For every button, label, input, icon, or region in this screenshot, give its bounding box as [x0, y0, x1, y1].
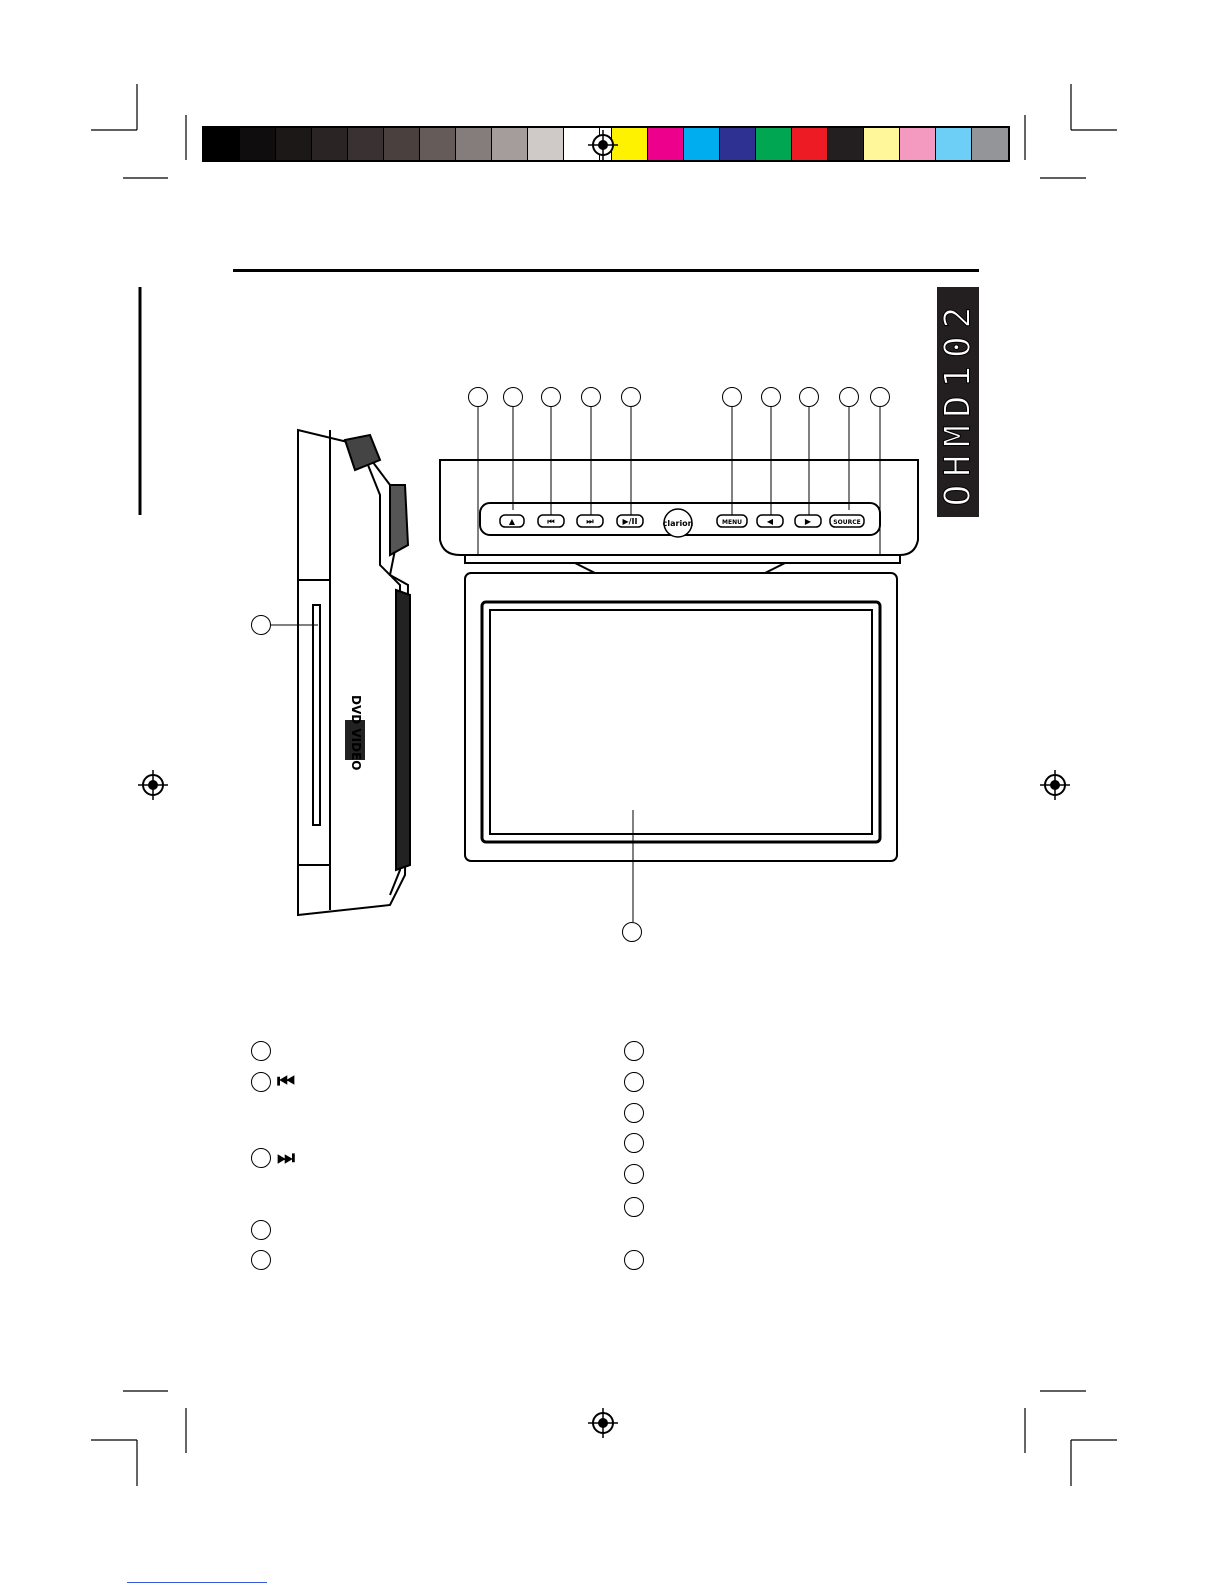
callout-marker: [541, 387, 561, 407]
legend-number-circle: [251, 1250, 271, 1270]
color-swatch: [240, 128, 276, 160]
color-swatch: [936, 128, 972, 160]
skip-forward-icon: ⏭: [277, 1147, 292, 1169]
legend-item: [624, 1164, 650, 1184]
color-swatch: [792, 128, 828, 160]
color-swatch: [972, 128, 1008, 160]
legend-item: [251, 1148, 292, 1168]
legend-item: [251, 1250, 277, 1270]
play-pause-button-label: ▶/II: [622, 517, 638, 526]
legend-number-circle: [251, 1220, 271, 1240]
color-swatch: [420, 128, 456, 160]
callout-marker: [621, 387, 641, 407]
color-swatch: [204, 128, 240, 160]
callout-marker: [622, 922, 642, 942]
legend-number-circle: [251, 1041, 271, 1061]
legend-number-circle: [624, 1103, 644, 1123]
color-swatch: [384, 128, 420, 160]
color-swatch: [828, 128, 864, 160]
callout-marker: [761, 387, 781, 407]
next-button-label: ⏭: [586, 517, 594, 526]
legend-item: [624, 1103, 650, 1123]
callout-marker: [581, 387, 601, 407]
registration-mark-icon: [588, 130, 618, 160]
left-button-label: ◀: [766, 517, 774, 526]
legend-item: [251, 1220, 277, 1240]
callout-marker: [839, 387, 859, 407]
right-button-label: ▶: [804, 517, 812, 526]
header-rule: [233, 269, 979, 272]
color-swatch: [864, 128, 900, 160]
callout-marker: [870, 387, 890, 407]
callout-leader: [628, 810, 638, 925]
color-swatch: [756, 128, 792, 160]
legend-number-circle: [624, 1133, 644, 1153]
legend-number-circle: [251, 1148, 271, 1168]
registration-mark-icon: [138, 770, 168, 800]
legend-number-circle: [624, 1072, 644, 1092]
color-swatch: [648, 128, 684, 160]
menu-button-label: MENU: [722, 519, 742, 526]
legend-number-circle: [251, 1072, 271, 1092]
callout-leaders: [460, 385, 900, 580]
legend-item: [624, 1197, 650, 1217]
color-swatch: [312, 128, 348, 160]
brand-logo: clarion: [662, 519, 694, 528]
color-swatch: [276, 128, 312, 160]
device-side-view: [240, 425, 420, 920]
registration-mark-icon: [1040, 770, 1070, 800]
source-button-label: SOURCE: [833, 519, 861, 526]
footer-underline: [127, 1582, 267, 1583]
callout-marker: [799, 387, 819, 407]
legend-number-circle: [624, 1041, 644, 1061]
legend-item: [624, 1041, 650, 1061]
callout-leader: [270, 620, 320, 630]
color-swatch: [492, 128, 528, 160]
callout-marker: [722, 387, 742, 407]
dvd-logo: DVD VIDEO: [349, 695, 363, 771]
registration-mark-icon: [588, 1408, 618, 1438]
callout-marker: [468, 387, 488, 407]
model-name: OHMD102: [937, 298, 979, 506]
legend-number-circle: [624, 1197, 644, 1217]
legend-item: [624, 1133, 650, 1153]
skip-back-icon: ⏮: [277, 1071, 292, 1093]
legend-item: [251, 1072, 292, 1092]
legend-item: [624, 1250, 650, 1270]
legend-item: [624, 1072, 650, 1092]
legend-number-circle: [624, 1164, 644, 1184]
prev-button-label: ⏮: [547, 517, 555, 526]
eject-button-label: ▲: [508, 517, 516, 526]
callout-marker: [251, 615, 271, 635]
color-swatch: [720, 128, 756, 160]
model-side-tab: [937, 287, 979, 517]
legend-number-circle: [624, 1250, 644, 1270]
color-swatch: [348, 128, 384, 160]
color-swatch: [900, 128, 936, 160]
color-swatch: [456, 128, 492, 160]
color-swatch: [528, 128, 564, 160]
callout-marker: [503, 387, 523, 407]
legend-item: [251, 1041, 277, 1061]
color-swatch: [684, 128, 720, 160]
